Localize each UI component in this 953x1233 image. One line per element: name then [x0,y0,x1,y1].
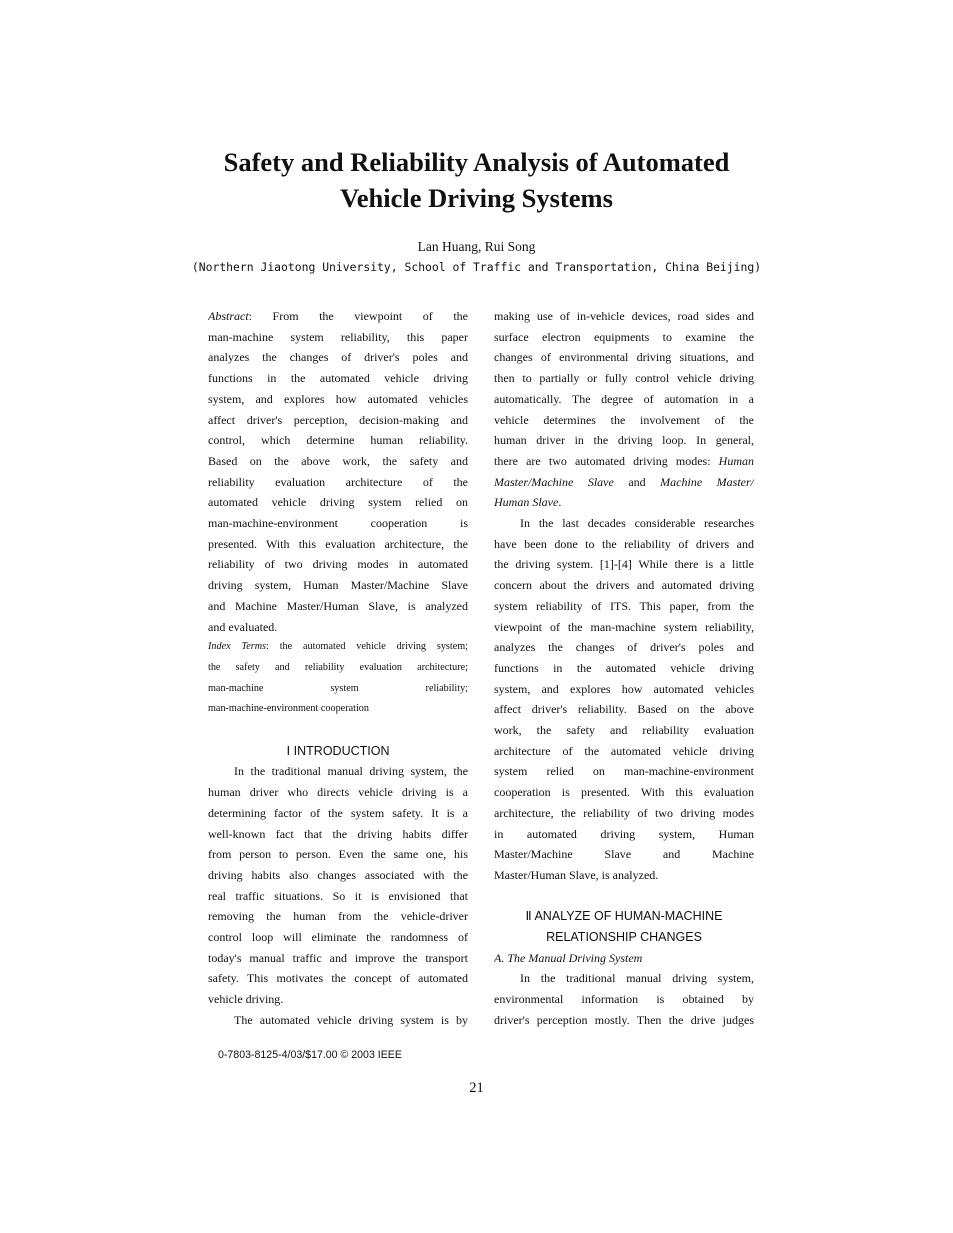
body-line: real traffic situations. So it is envisioned that [208,888,468,903]
abstract-line: analyzes the changes of driver's poles and [208,350,468,365]
body-line: the driving system. [1]-[4] While there is a little [494,557,754,572]
body-line: concern about the drivers and automated driving [494,578,754,593]
abstract-line: man-machine-environment cooperation is [208,516,468,530]
body-line: there are two automated driving modes: Human [494,453,754,468]
paper-title-line-1: Safety and Reliability Analysis of Automated [223,147,730,177]
body-line: affect driver's reliability. Based on the above [494,702,754,717]
body-line: viewpoint of the man-machine system reliability, [494,619,754,634]
body-line: architecture, the reliability of two driving modes [494,805,754,820]
body-line: well-known fact that the driving habits differ [208,826,468,841]
section-heading-ii-line-1: Ⅱ ANALYZE OF HUMAN-MACHINE [525,909,723,924]
body-line: Master/Human Slave, is analyzed. [494,867,659,882]
body-line: In the last decades considerable researches [520,516,754,530]
abstract-line: affect driver's perception, decision-making and [208,412,468,427]
page-number: 21 [469,1080,484,1096]
body-line: control loop will eliminate the randomness of [208,930,468,944]
body-line: The automated vehicle driving system is by [234,1012,468,1027]
body-line: system relied on man-machine-environment [494,764,754,779]
affiliation: (Northern Jiaotong University, School of Traffic and Transportation, China Beijing) [191,260,762,274]
body-line: safety. This motivates the concept of automated [208,971,468,986]
body-line: environmental information is obtained by [494,992,754,1007]
paper-title-line-2: Vehicle Driving Systems [340,183,613,213]
abstract-line: automated vehicle driving system relied on [208,495,468,510]
subsection-heading-a: A. The Manual Driving System [494,950,643,965]
body-line: in automated driving system, Human [494,826,754,841]
section-heading-ii-line-2: RELATIONSHIP CHANGES [546,930,702,944]
body-line: Master/Machine Slave and Machine Master/ [494,474,754,489]
body-line: human driver in the driving loop. In general, [494,433,754,448]
index-terms-line: man-machine system reliability; [208,682,468,694]
body-line: vehicle driving. [208,992,284,1007]
body-line: cooperation is presented. With this evaluation [494,785,754,800]
body-line: determining factor of the system safety. It is a [208,805,468,820]
body-line: from person to person. Even the same one, his [208,847,468,862]
abstract-line: and Machine Master/Human Slave, is analyzed [208,598,468,613]
abstract-label: Abstract [208,309,249,323]
body-line: Master/Machine Slave and Machine [494,847,754,862]
abstract-line: driving system, Human Master/Machine Slave [208,578,468,593]
abstract-line: system, and explores how automated vehicles [208,391,468,406]
body-line: system reliability of ITS. This paper, from the [494,598,754,613]
body-line: Human Slave. [494,495,562,510]
index-terms-line: man-machine-environment cooperation [208,703,369,715]
body-line: In the traditional manual driving system, the [234,764,468,779]
body-line: making use of in-vehicle devices, road sides and [494,309,754,323]
index-terms-line: the safety and reliability evaluation architecture; [208,661,468,673]
body-line: functions in the automated vehicle driving [494,660,754,675]
body-line: human driver who directs vehicle driving is a [208,785,468,800]
body-line: have been done to the reliability of drivers and [494,536,754,551]
body-line: work, the safety and reliability evaluation [494,723,754,737]
abstract-line: Based on the above work, the safety and [208,453,468,468]
abstract-line: control, which determine human reliability. [208,433,468,448]
abstract-line: Abstract: From the viewpoint of the [208,309,468,323]
body-line: changes of environmental driving situations, and [494,350,754,365]
body-line: vehicle determines the involvement of the [494,412,754,427]
abstract-line: man-machine system reliability, this paper [208,329,468,344]
body-line: automatically. The degree of automation in a [494,391,754,406]
body-line: surface electron equipments to examine the [494,329,754,344]
body-line: analyzes the changes of driver's poles and [494,640,754,655]
index-terms-label: Index Terms [208,641,267,653]
index-terms-line: Index Terms: the automated vehicle driving system; [208,641,468,653]
body-line: today's manual traffic and improve the transport [208,950,468,965]
copyright-note: 0-7803-8125-4/03/$17.00 © 2003 IEEE [218,1049,402,1061]
authors: Lan Huang, Rui Song [417,239,536,254]
body-line: driver's perception mostly. Then the drive judges [494,1012,754,1027]
body-line: driving habits also changes associated with the [208,867,468,882]
abstract-line: and evaluated. [208,619,278,634]
body-line: system, and explores how automated vehicles [494,681,754,696]
body-line: architecture of the automated vehicle driving [494,743,754,758]
body-line: removing the human from the vehicle-driver [208,909,468,924]
body-line: then to partially or fully control vehicle driving [494,371,754,386]
abstract-line: reliability of two driving modes in automated [208,557,468,572]
section-heading-introduction: Ⅰ INTRODUCTION [286,743,390,758]
abstract-line: reliability evaluation architecture of the [208,474,468,489]
abstract-line: presented. With this evaluation architecture, the [208,536,468,551]
abstract-line: functions in the automated vehicle driving [208,371,468,386]
body-line: In the traditional manual driving system, [520,971,754,986]
